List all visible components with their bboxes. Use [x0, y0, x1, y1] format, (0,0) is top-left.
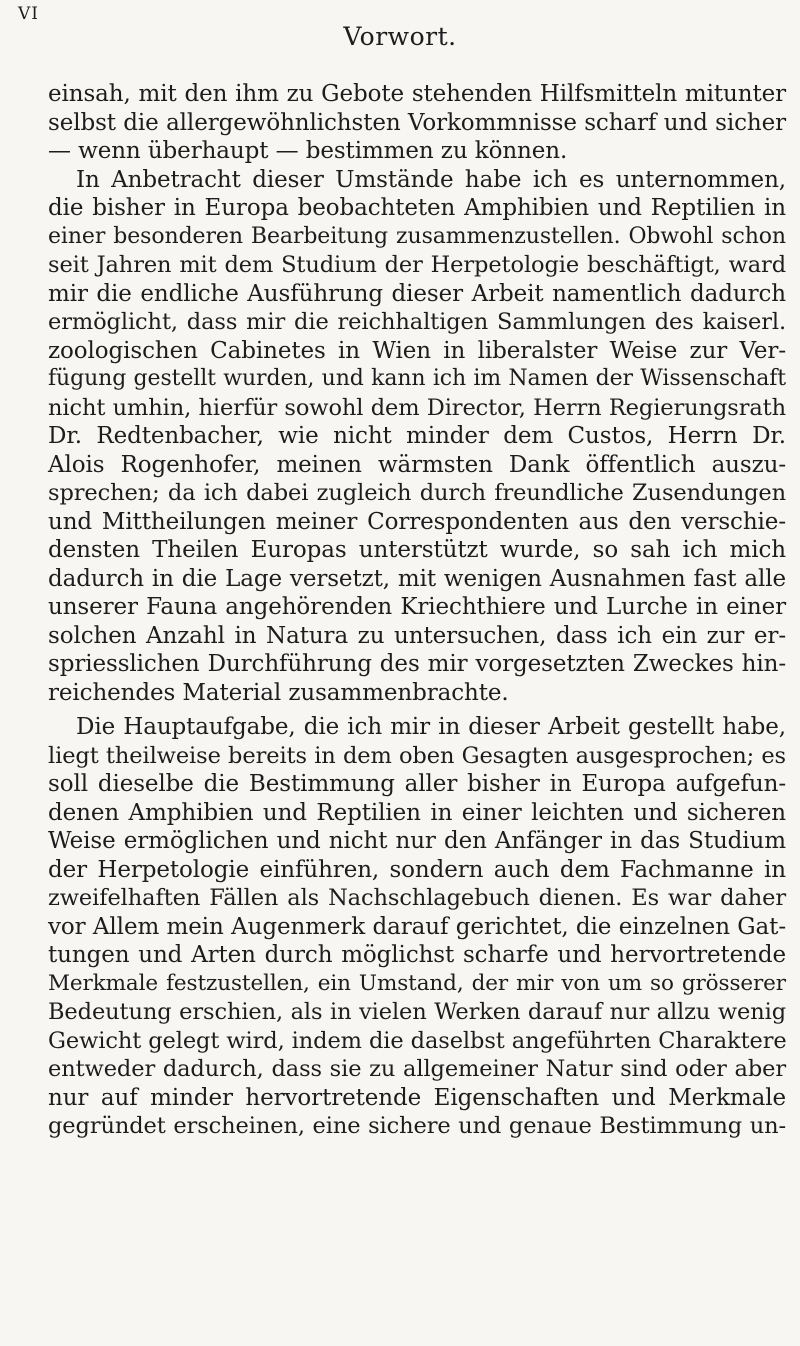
text-line: Weise ermöglichen und nicht nur den Anfänger in das Studium	[48, 828, 786, 854]
text-line: seit Jahren mit dem Studium der Herpetologie beschäftigt, ward	[48, 252, 786, 278]
paragraph	[48, 166, 786, 708]
text-line: — wenn überhaupt — bestimmen zu können.	[48, 138, 568, 164]
text-line: gegründet erscheinen, eine sichere und genaue Bestimmung un-	[48, 1113, 786, 1139]
text-line: Gewicht gelegt wird, indem die daselbst angeführten Charaktere	[48, 1027, 787, 1054]
text-line: Bedeutung erschien, als in vielen Werken darauf nur allzu wenig	[48, 999, 786, 1025]
text-line: einsah, mit den ihm zu Gebote stehenden Hilfsmitteln mitunter	[48, 81, 786, 107]
text-line: solchen Anzahl in Natura zu untersuchen, dass ich ein zur er-	[48, 622, 786, 649]
text-line: die bisher in Europa beobachteten Amphibien und Reptilien in	[48, 195, 786, 221]
text-line: selbst die allergewöhnlichsten Vorkommnisse scharf und sicher	[48, 109, 786, 136]
text-line: Alois Rogenhofer, meinen wärmsten Dank öffentlich auszu-	[48, 451, 786, 478]
text-line: zweifelhaften Fällen als Nachschlagebuch dienen. Es war daher	[48, 885, 786, 911]
text-line: In Anbetracht dieser Umstände habe ich es unternommen,	[76, 166, 786, 193]
text-line: vor Allem mein Augenmerk darauf gerichtet, die einzelnen Gat-	[48, 913, 786, 940]
page-number: VI	[18, 4, 39, 24]
text-line: Merkmale festzustellen, ein Umstand, der mir von um so grösserer	[48, 970, 786, 996]
running-title: Vorwort.	[343, 22, 457, 51]
text-line: nicht umhin, hierfür sowohl dem Director, Herrn Regierungsrath	[48, 394, 786, 421]
text-line: mir die endliche Ausführung dieser Arbeit namentlich dadurch	[48, 280, 786, 307]
text-line: dadurch in die Lage versetzt, mit wenigen Ausnahmen fast alle	[48, 565, 786, 592]
text-line: liegt theilweise bereits in dem oben Gesagten ausgesprochen; es	[48, 742, 786, 769]
text-line: Dr. Redtenbacher, wie nicht minder dem Custos, Herrn Dr.	[48, 423, 786, 449]
text-line: spriesslichen Durchführung des mir vorgesetzten Zweckes hin-	[48, 651, 786, 677]
text-line: tungen und Arten durch möglichst scharfe und hervortretende	[48, 942, 786, 968]
text-line: reichendes Material zusammenbrachte.	[48, 679, 509, 706]
text-line: denen Amphibien und Reptilien in einer leichten und sicheren	[48, 799, 786, 826]
text-line: Die Hauptaufgabe, die ich mir in dieser Arbeit gestellt habe,	[76, 714, 786, 740]
text-line: soll dieselbe die Bestimmung aller bisher in Europa aufgefun-	[48, 771, 786, 797]
text-line: der Herpetologie einführen, sondern auch dem Fachmanne in	[48, 856, 786, 883]
text-line: fügung gestellt wurden, und kann ich im Namen der Wissenschaft	[48, 366, 786, 391]
text-line: ermöglicht, dass mir die reichhaltigen Sammlungen des kaiserl.	[48, 309, 786, 335]
text-line: und Mittheilungen meiner Correspondenten aus den verschie-	[48, 508, 786, 535]
body-text	[48, 80, 786, 1141]
text-line: zoologischen Cabinetes in Wien in liberalster Weise zur Ver-	[48, 337, 786, 364]
text-line: unserer Fauna angehörenden Kriechthiere und Lurche in einer	[48, 594, 786, 620]
paragraph	[48, 80, 786, 166]
paragraph	[48, 713, 786, 1141]
text-line: densten Theilen Europas unterstützt wurde, so sah ich mich	[48, 537, 786, 563]
text-line: sprechen; da ich dabei zugleich durch freundliche Zusendungen	[48, 480, 786, 506]
text-line: nur auf minder hervortretende Eigenschaften und Merkmale	[48, 1084, 786, 1111]
text-line: entweder dadurch, dass sie zu allgemeiner Natur sind oder aber	[48, 1056, 786, 1082]
text-line: einer besonderen Bearbeitung zusammenzustellen. Obwohl schon	[48, 223, 786, 249]
